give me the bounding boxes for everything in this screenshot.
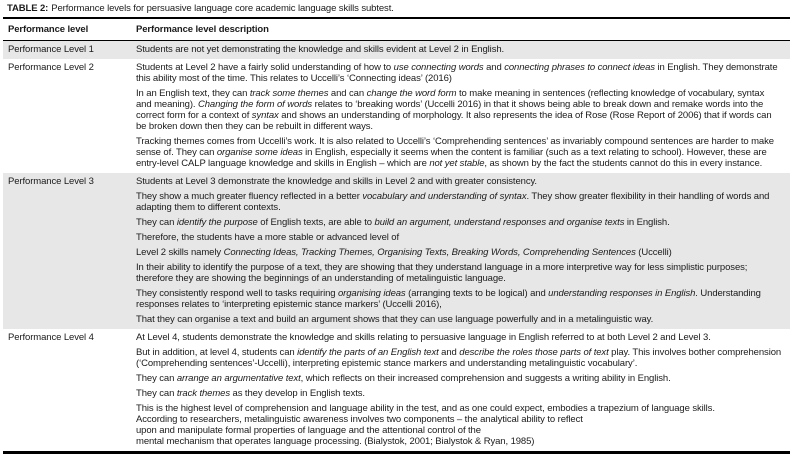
italic-text-segment: connecting phrases to connect ideas [504, 62, 655, 73]
italic-text-segment: not yet stable [429, 158, 485, 169]
text-segment: They can [136, 388, 177, 399]
text-segment: In an English text, they can [136, 88, 250, 99]
performance-level-cell: Performance Level 4 [8, 332, 94, 343]
italic-text-segment: organising ideas [338, 288, 406, 299]
italic-text-segment: identify the purpose [176, 217, 258, 228]
italic-text-segment: Connecting Ideas, Tracking Themes, Organising Texts, Breaking Words, Comprehending Sentences [223, 247, 636, 258]
column-header-performance-level-description: Performance level description [131, 18, 790, 41]
text-segment: and can [328, 88, 367, 99]
description-paragraph [136, 232, 782, 243]
table-row [3, 59, 790, 173]
text-segment: Tracking themes comes from Uccelli’s work. It is also related to Uccelli’s ‘Comprehending sentences’ as invariably compound sentences are harder to make sense of. They can [136, 136, 774, 158]
italic-text-segment: change the word form [366, 88, 457, 99]
italic-text-segment: track some themes [249, 88, 329, 99]
italic-text-segment: track themes [176, 388, 231, 399]
description-paragraph [136, 403, 782, 447]
text-segment: and [483, 62, 505, 73]
description-paragraph [136, 247, 782, 258]
text-segment: upon and manipulate formal properties of language and the attentional control of the [136, 425, 481, 436]
description-paragraph [136, 191, 782, 213]
text-segment: They can [136, 373, 177, 384]
text-segment: (arranging texts to be logical) and [405, 288, 549, 299]
text-segment: . Understanding responses relates to ‘interpreting epistemic stance markers’ (Uccelli 2016), [136, 288, 761, 310]
text-segment: Therefore, the students have a more stable or advanced level of [136, 232, 400, 243]
table-caption-text: Performance levels for persuasive language core academic language skills subtest. [51, 3, 394, 14]
performance-level-cell: Performance Level 3 [8, 176, 94, 187]
text-segment: Students are not yet demonstrating the knowledge and skills evident at Level 2 in English. [136, 44, 505, 55]
table-row [3, 173, 790, 329]
text-segment: play. This involves bother comprehension (‘Comprehending sentences’-Uccelli), interpreting epistemic stance markers and understanding metalinguistic vocabulary’. [136, 347, 782, 369]
text-segment: This is the highest level of comprehension and language ability in the test, and as one could expect, embodies a trapezium of language skills. [136, 403, 715, 414]
description-paragraph [136, 262, 782, 284]
text-segment: to make meaning in sentences (reflecting knowledge of vocabulary, syntax and meaning). [136, 88, 765, 110]
table-caption [3, 0, 790, 17]
text-segment: Students at Level 3 demonstrate the knowledge and skills in Level 2 and with greater consistency. [136, 176, 537, 187]
text-segment: (Uccelli) [635, 247, 672, 258]
text-segment: They show a much greater fluency reflected in a better [136, 191, 363, 202]
text-segment: They can [136, 217, 177, 228]
description-paragraph [136, 388, 782, 399]
text-segment: in English. [624, 217, 670, 228]
table-header-row [3, 18, 790, 41]
italic-text-segment: identify the parts of an English text [297, 347, 439, 358]
italic-text-segment: syntax [251, 110, 279, 121]
text-segment: of English texts, are able to [257, 217, 375, 228]
text-segment: Level 2 skills namely [136, 247, 224, 258]
italic-text-segment: describe the roles those parts of text [459, 347, 609, 358]
italic-text-segment: vocabulary and understanding of syntax [362, 191, 527, 202]
text-segment: That they can organise a text and build an argument shows that they can use language powerfully and in a metalinguistic way. [136, 314, 654, 325]
italic-text-segment: understanding responses in English [548, 288, 696, 299]
text-segment: and shows an understanding of morphology. It also represents the idea of Rose (Rose Report of 2006) that if words can be broken down then they can be rebuilt in different ways. [136, 110, 772, 132]
table-row [3, 41, 790, 60]
performance-level-description-cell [131, 59, 790, 173]
italic-text-segment: use connecting words [393, 62, 484, 73]
column-header-performance-level: Performance level [3, 18, 131, 41]
description-paragraph [136, 176, 782, 187]
description-paragraph [136, 217, 782, 228]
text-segment: , which reflects on their increased comprehension and suggests a writing ability in English. [300, 373, 671, 384]
description-paragraph [136, 314, 782, 325]
description-paragraph [136, 347, 782, 369]
italic-text-segment: organise some ideas [216, 147, 303, 158]
text-segment: But in addition, at level 4, students can [136, 347, 298, 358]
text-segment: as they develop in English texts. [230, 388, 365, 399]
performance-levels-table [3, 17, 790, 454]
table-row [3, 329, 790, 453]
text-segment: Students at Level 2 have a fairly solid understanding of how to [136, 62, 394, 73]
description-paragraph [136, 373, 782, 384]
text-segment: in English, especially it seems when the content is familiar (such as a text relating to school). However, these are entry-level CALP language knowledge and skills in English – which are [136, 147, 767, 169]
performance-level-description-cell [131, 41, 790, 60]
description-paragraph [136, 62, 782, 84]
description-paragraph [136, 136, 782, 169]
description-paragraph [136, 332, 782, 343]
text-segment: mental mechanism that operates language processing. (Bialystok, 2001; Bialystok & Ryan, 1985) [136, 436, 535, 447]
performance-level-description-cell [131, 329, 790, 453]
table-header [3, 18, 790, 41]
description-paragraph [136, 288, 782, 310]
text-segment: relates to ‘breaking words’ (Uccelli 2016) in that it shows being able to break down and remake words into the correct form for a context of [136, 99, 764, 121]
text-segment: . They show greater flexibility in their handling of words and adapting them to different contexts. [136, 191, 770, 213]
description-paragraph [136, 88, 782, 132]
text-segment: They consistently respond well to tasks requiring [136, 288, 338, 299]
italic-text-segment: arrange an argumentative text [176, 373, 301, 384]
performance-level-description-cell [131, 173, 790, 329]
description-paragraph [136, 44, 782, 55]
text-segment: , as shown by the fact the students cannot do this in every instance. [484, 158, 763, 169]
text-segment: in English. They demonstrate this ability most of the time. This relates to Uccelli’s ‘Connecting ideas’ (2016) [136, 62, 778, 84]
text-segment: At Level 4, students demonstrate the knowledge and skills relating to persuasive language in English referred to at both Level 2 and Level 3. [136, 332, 711, 343]
text-segment: According to researchers, metalinguistic awareness involves two components – the analytical ability to reflect [136, 414, 583, 425]
table-body [3, 41, 790, 453]
performance-level-cell: Performance Level 1 [8, 44, 94, 55]
italic-text-segment: build an argument, understand responses and organise texts [374, 217, 625, 228]
table-caption-label: TABLE 2: [7, 3, 49, 14]
text-segment: and [438, 347, 460, 358]
performance-level-cell: Performance Level 2 [8, 62, 94, 73]
text-segment: In their ability to identify the purpose of a text, they are showing that they understand language in a more interpretive way for less simplistic purposes; therefore they are showing the beginnings of an understanding of metalinguistic language. [136, 262, 748, 284]
italic-text-segment: Changing the form of words [197, 99, 313, 110]
